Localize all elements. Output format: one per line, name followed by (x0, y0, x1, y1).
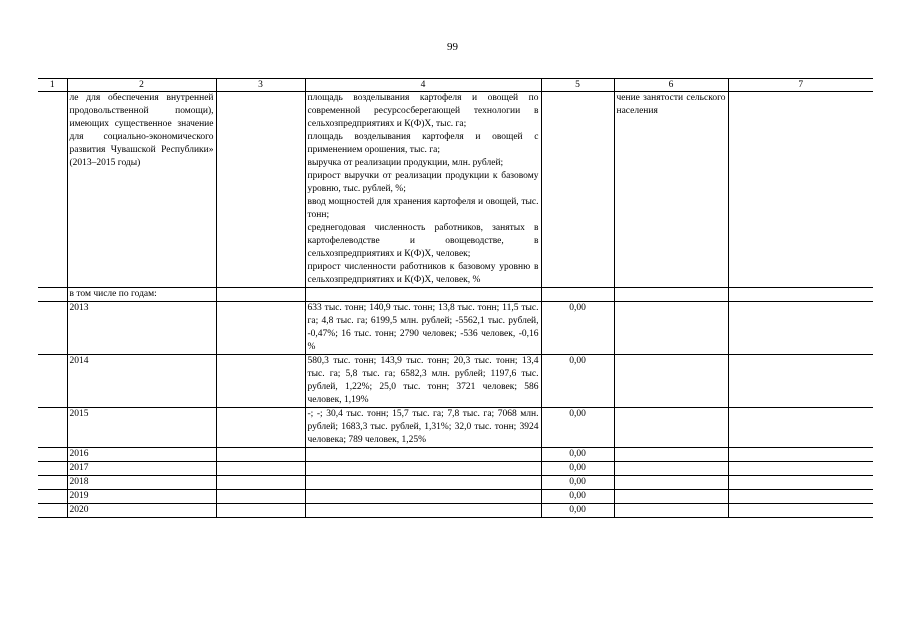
column-header: 5 (541, 79, 614, 92)
table-row-2016 (38, 448, 873, 462)
table-row-2013 (38, 302, 873, 355)
year-cell: 2015 (67, 408, 216, 448)
column-header: 7 (728, 79, 873, 92)
goal-cell: чение занятости сельского населения (614, 92, 728, 288)
table-row-2020 (38, 504, 873, 518)
program-name-cell: ле для обеспечения внутренней продовольственной помощи), имеющих существенное значение для социально-экономического развития Чувашской Республики» (2013–2015 годы) (67, 92, 216, 288)
year-indicators-cell: 580,3 тыс. тонн; 143,9 тыс. тонн; 20,3 тыс. тонн; 13,4 тыс. га; 5,8 тыс. га; 6582,3 млн. рублей; 1197,6 тыс. рублей, 1,22%; 25,0 тыс. тонн; 3721 человек; 586 человек, 1,19% (305, 355, 541, 408)
column-header: 4 (305, 79, 541, 92)
year-cell: 2017 (67, 462, 216, 476)
indicators-cell: площадь возделывания картофеля и овощей по современной ресурсосберегающей технологии в сельхозпредприятиях и К(Ф)Х, тыс. га; площадь возделывания картофеля и овощей с применением орошения, тыс. га; выручка от реализации продукции, млн. рублей; прирост выручки от реализации продукции к базовому уровню, тыс. рублей, %; ввод мощностей для хранения картофеля и овощей, тыс. тонн; среднегодовая численность работников, занятых в картофелеводстве и овощеводстве, в сельхозпредприятиях и К(Ф)Х, человек; прирост численности работников к базовому уровню в сельхозпредприятиях и К(Ф)Х, человек, % (305, 92, 541, 288)
year-cell: 2018 (67, 476, 216, 490)
year-cell: 2014 (67, 355, 216, 408)
column-header: 3 (216, 79, 305, 92)
table-row-2014 (38, 355, 873, 408)
table-row-2019 (38, 490, 873, 504)
by-years-label: в том числе по годам: (67, 288, 216, 302)
year-cell: 2020 (67, 504, 216, 518)
main-program-row (38, 92, 873, 288)
amount-cell: 0,00 (541, 448, 614, 462)
by-years-row (38, 288, 873, 302)
table-row-2015 (38, 408, 873, 448)
year-cell: 2016 (67, 448, 216, 462)
column-header: 6 (614, 79, 728, 92)
amount-cell: 0,00 (541, 302, 614, 355)
amount-cell: 0,00 (541, 490, 614, 504)
table-row-2017 (38, 462, 873, 476)
column-header: 1 (38, 79, 67, 92)
column-header: 2 (67, 79, 216, 92)
amount-cell: 0,00 (541, 476, 614, 490)
year-cell: 2019 (67, 490, 216, 504)
year-cell: 2013 (67, 302, 216, 355)
year-indicators-cell: 633 тыс. тонн; 140,9 тыс. тонн; 13,8 тыс. тонн; 11,5 тыс. га; 4,8 тыс. га; 6199,5 млн. рублей; -5562,1 тыс. рублей, -0,47%; 16 тыс. тонн; 2790 человек; -536 человек, -0,16 % (305, 302, 541, 355)
year-indicators-cell: -; -; 30,4 тыс. тонн; 15,7 тыс. га; 7,8 тыс. га; 7068 млн. рублей; 1683,3 тыс. рублей, 1,31%; 32,0 тыс. тонн; 3924 человека; 789 человек, 1,25% (305, 408, 541, 448)
column-number-row (38, 79, 873, 92)
amount-cell: 0,00 (541, 355, 614, 408)
program-table (38, 78, 873, 518)
page-number: 99 (447, 41, 458, 53)
amount-cell: 0,00 (541, 462, 614, 476)
table-row-2018 (38, 476, 873, 490)
amount-cell: 0,00 (541, 504, 614, 518)
amount-cell: 0,00 (541, 408, 614, 448)
